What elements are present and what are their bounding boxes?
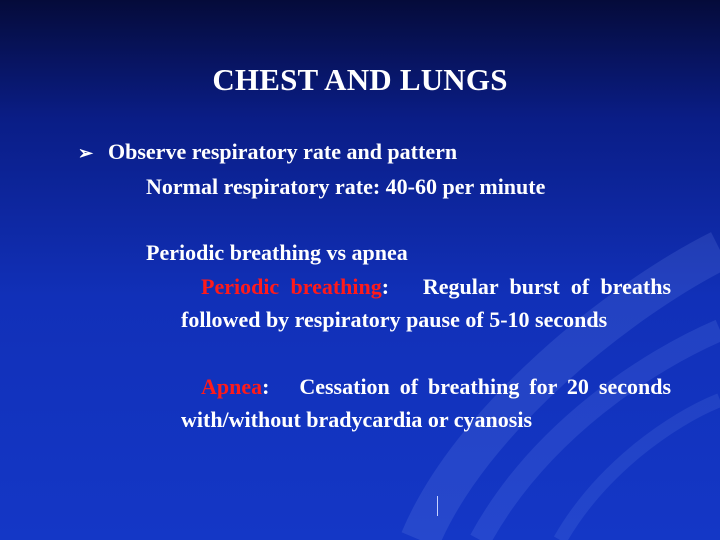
periodic-colon: :: [381, 274, 390, 299]
apnea-colon: :: [262, 374, 270, 399]
text-cursor: [437, 496, 438, 516]
apnea-definition-text: Cessation of breathing for 20 seconds with/without bradycardia or cyanosis: [181, 374, 672, 432]
apnea-definition: [181, 370, 671, 436]
periodic-breathing-term: Periodic breathing: [201, 274, 382, 299]
bullet-item: [78, 139, 457, 165]
periodic-definition-text: Regular burst of breaths followed by respiratory pause of 5-10 seconds: [181, 274, 672, 332]
bullet-text: Observe respiratory rate and pattern: [108, 139, 458, 164]
subheading: Periodic breathing vs apnea: [146, 240, 408, 265]
slide-title: CHEST AND LUNGS: [212, 62, 508, 97]
periodic-breathing-definition: [181, 270, 671, 336]
arrow-bullet-icon: ➢: [78, 143, 94, 163]
normal-rate-line: Normal respiratory rate: 40-60 per minute: [146, 174, 546, 199]
apnea-term: Apnea: [201, 374, 263, 399]
